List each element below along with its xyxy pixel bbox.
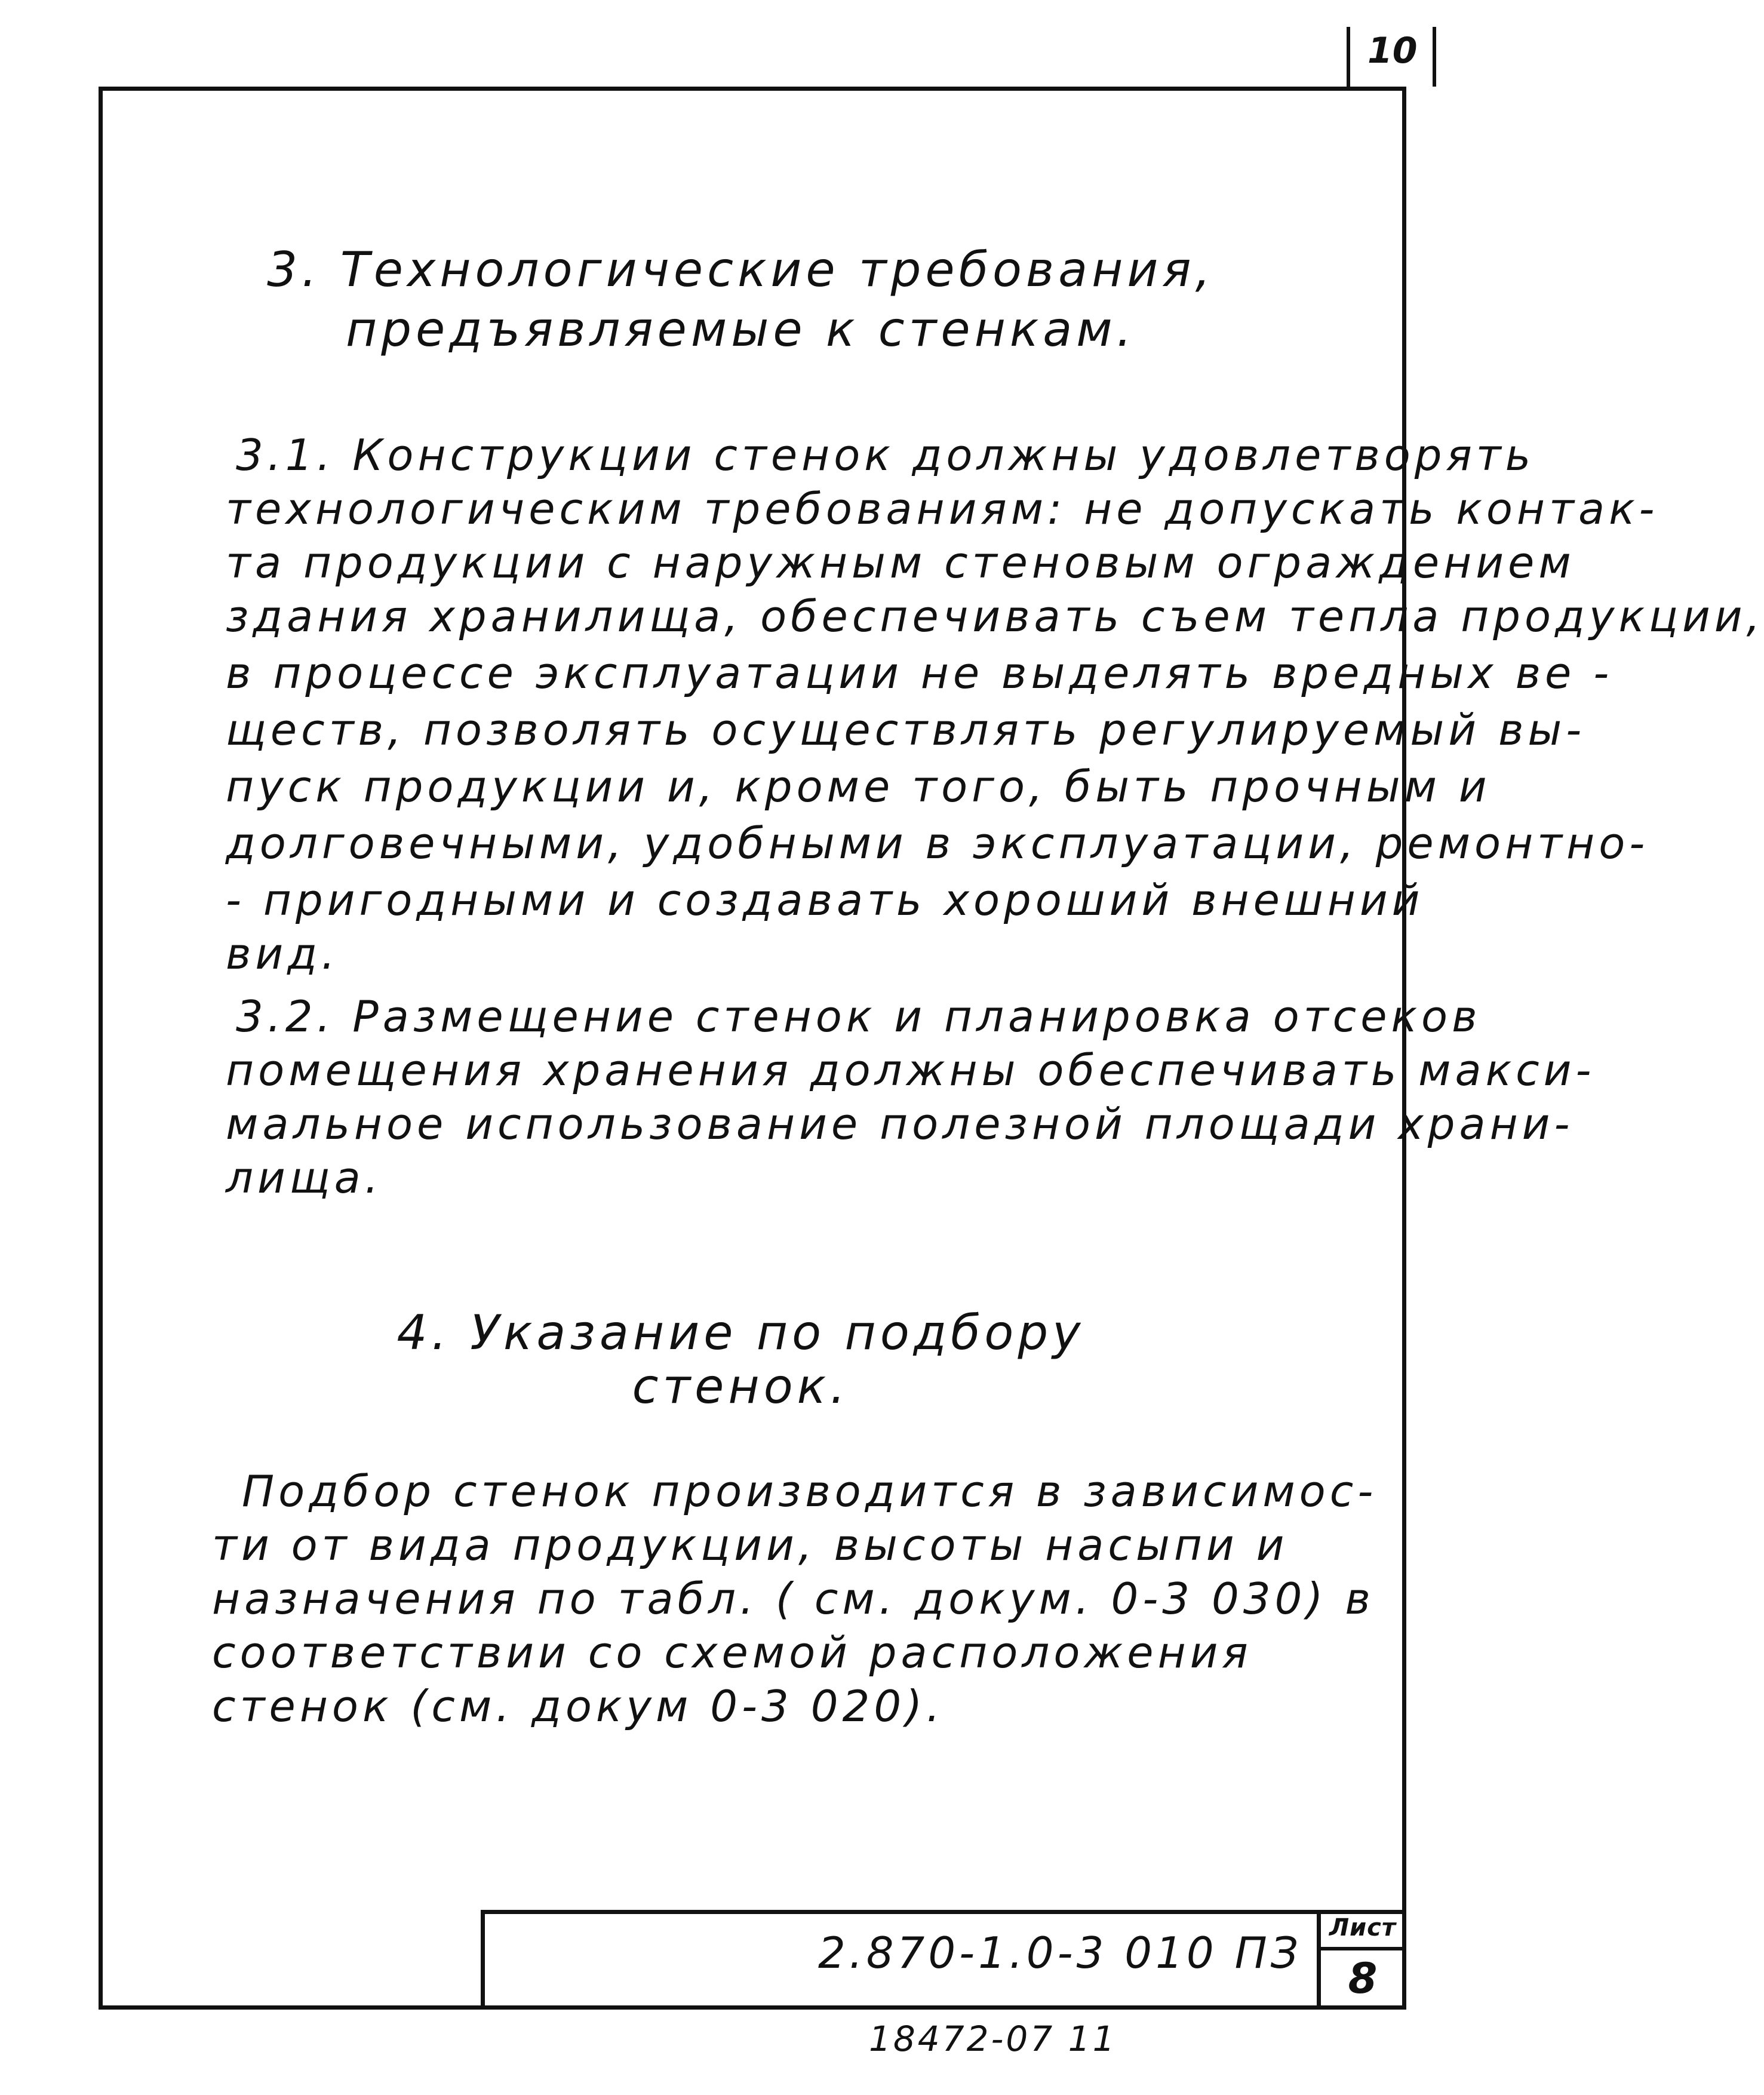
page-number: 10 — [1367, 30, 1418, 72]
sheet-number: 8 — [1348, 1954, 1378, 2003]
section-3-line: 3.1. Конструкции стенок должны удовлетворять — [236, 430, 1535, 480]
section-3-line: здания хранилища, обеспечивать съем тепла продукции, — [226, 591, 1764, 641]
section-4-line: ти от вида продукции, высоты насыпи и — [212, 1520, 1289, 1570]
section-3-line: 3.2. Размещение стенок и планировка отсеков — [236, 991, 1482, 1042]
section-4-line: назначения по табл. ( см. докум. 0-3 030) в — [212, 1574, 1375, 1624]
section-4-line: Подбор стенок производится в зависимос- — [242, 1466, 1378, 1516]
section-3-line: мальное использование полезной площади храни- — [226, 1099, 1574, 1149]
section-3-line: долговечными, удобными в эксплуатации, ремонтно- — [226, 818, 1649, 868]
section-4-title-line-2: стенок. — [632, 1359, 850, 1414]
section-3-line: технологическим требованиям: не допускать контак- — [226, 484, 1659, 534]
section-3-line: - пригодными и создавать хороший внешний — [226, 875, 1424, 925]
section-3-line: лища. — [226, 1153, 383, 1203]
sheet-label: Лист — [1329, 1914, 1397, 1942]
section-4-line: стенок (см. докум 0-3 020). — [212, 1681, 945, 1731]
section-3-title-line-2: предъявляемые к стенкам. — [345, 302, 1136, 357]
section-3-line: та продукции с наружным стеновым ограждением — [226, 537, 1575, 588]
document-code: 2.870-1.0-3 010 ПЗ — [818, 1928, 1302, 1978]
archive-code: 18472-07 11 — [869, 2019, 1117, 2059]
section-3-line: помещения хранения должны обеспечивать макси- — [226, 1045, 1596, 1095]
section-4-line: соответствии со схемой расположения — [212, 1627, 1252, 1678]
section-3-line: ществ, позволять осуществлять регулируемый вы- — [226, 705, 1586, 755]
section-4-title-line-1: 4. Указание по подбору — [397, 1305, 1085, 1360]
title-block-divider — [1317, 1910, 1321, 2010]
section-3-line: в процессе эксплуатации не выделять вредных ве - — [226, 648, 1614, 698]
section-3-line: вид. — [226, 929, 339, 979]
section-3-line: пуск продукции и, кроме того, быть прочным и — [226, 761, 1491, 812]
sheet-cell-divider — [1317, 1947, 1406, 1950]
section-3-title-line-1: 3. Технологические требования, — [267, 242, 1215, 297]
